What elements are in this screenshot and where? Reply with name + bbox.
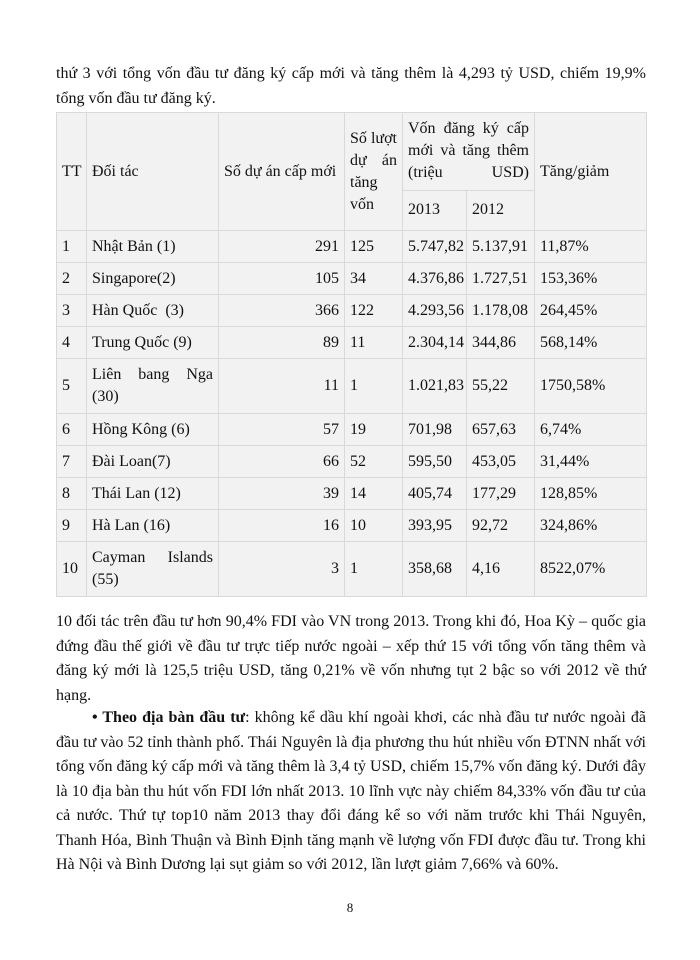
table-row — [57, 510, 647, 542]
header-capital-increase: Số lượt dự án tăng vốn — [345, 113, 403, 231]
cell-increase: 1 — [345, 359, 403, 414]
cell-partner: Hàn Quốc (3) — [87, 295, 219, 327]
cell-new: 66 — [219, 446, 345, 478]
cell-tt: 7 — [57, 446, 87, 478]
cell-change: 153,36% — [535, 263, 647, 295]
cell-tt: 2 — [57, 263, 87, 295]
cell-increase: 19 — [345, 414, 403, 446]
cell-increase: 52 — [345, 446, 403, 478]
table-row — [57, 478, 647, 510]
cell-increase: 11 — [345, 327, 403, 359]
cell-tt: 1 — [57, 231, 87, 263]
geo-heading: • Theo địa bàn đầu tư — [92, 709, 246, 726]
cell-tt: 10 — [57, 542, 87, 597]
cell-change: 568,14% — [535, 327, 647, 359]
cell-2013: 2.304,14 — [403, 327, 467, 359]
cell-new: 11 — [219, 359, 345, 414]
cell-increase: 125 — [345, 231, 403, 263]
cell-new: 39 — [219, 478, 345, 510]
table-row — [57, 327, 647, 359]
after-table-paragraph: 10 đối tác trên đầu tư hơn 90,4% FDI vào VN trong 2013. Trong khi đó, Hoa Kỳ – quốc gia đứng đầu thế giới về đầu tư trực tiếp nước ngoài – xếp thứ 15 với tổng vốn tăng thêm và đăng ký mới là 125,5 triệu USD, tăng 0,21% về vốn nhưng tụt 2 bậc so với 2012 về thứ hạng. — [56, 613, 646, 704]
cell-partner: Singapore(2) — [87, 263, 219, 295]
cell-partner: Hồng Kông (6) — [87, 414, 219, 446]
geo-investment-paragraph — [56, 706, 646, 878]
cell-partner — [87, 359, 219, 414]
cell-tt: 4 — [57, 327, 87, 359]
cell-increase: 1 — [345, 542, 403, 597]
cell-change: 1750,58% — [535, 359, 647, 414]
header-change: Tăng/giảm — [535, 113, 647, 231]
cell-2013: 1.021,83 — [403, 359, 467, 414]
cell-partner-line2: (30) — [92, 388, 119, 405]
header-partner: Đối tác — [87, 113, 219, 231]
cell-change: 264,45% — [535, 295, 647, 327]
cell-new: 57 — [219, 414, 345, 446]
cell-2012: 453,05 — [467, 446, 535, 478]
header-year-2013: 2013 — [403, 190, 467, 230]
cell-change: 128,85% — [535, 478, 647, 510]
cell-2013: 701,98 — [403, 414, 467, 446]
cell-2013: 393,95 — [403, 510, 467, 542]
cell-2012: 1.727,51 — [467, 263, 535, 295]
cell-2012: 55,22 — [467, 359, 535, 414]
cell-2012: 1.178,08 — [467, 295, 535, 327]
cell-partner-line2: (55) — [92, 571, 119, 588]
cell-tt: 5 — [57, 359, 87, 414]
cell-tt: 9 — [57, 510, 87, 542]
cell-change: 11,87% — [535, 231, 647, 263]
cell-increase: 10 — [345, 510, 403, 542]
cell-2013: 595,50 — [403, 446, 467, 478]
cell-partner: Hà Lan (16) — [87, 510, 219, 542]
cell-tt: 3 — [57, 295, 87, 327]
cell-new: 3 — [219, 542, 345, 597]
cell-partner: Nhật Bản (1) — [87, 231, 219, 263]
table-row — [57, 263, 647, 295]
table-row — [57, 414, 647, 446]
table-row — [57, 542, 647, 597]
header-registered-capital: Vốn đăng ký cấp mới và tăng thêm (triệu USD) — [403, 113, 535, 191]
cell-2013: 358,68 — [403, 542, 467, 597]
cell-tt: 6 — [57, 414, 87, 446]
table-row — [57, 359, 647, 414]
geo-body: : không kể dầu khí ngoài khơi, các nhà đầu tư nước ngoài đã đầu tư vào 52 tỉnh thành phố. Thái Nguyên là địa phương thu hút nhiều vốn ĐTNN nhất với tổng vốn đăng ký cấp mới và tăng thêm là 3,4 tỷ USD, chiếm 15,7% vốn đăng ký. Dưới đây là 10 địa bàn thu hút vốn FDI lớn nhất 2013. 10 lĩnh vực này chiếm 84,33% vốn đầu tư của cả nước. Thứ tự top10 năm 2013 thay đổi đáng kể so với năm trước khi Thái Nguyên, Thanh Hóa, Bình Thuận và Bình Định tăng mạnh về lượng vốn FDI được đầu tư. Trong khi Hà Nội và Bình Dương lại sụt giảm so với 2012, lần lượt giảm 7,66% và 60%. — [56, 709, 646, 873]
cell-2013: 4.293,56 — [403, 295, 467, 327]
intro-paragraph: thứ 3 với tổng vốn đầu tư đăng ký cấp mới và tăng thêm là 4,293 tỷ USD, chiếm 19,9% tổng vốn đầu tư đăng ký. — [56, 65, 646, 107]
cell-change: 324,86% — [535, 510, 647, 542]
cell-change: 6,74% — [535, 414, 647, 446]
page-number: 8 — [346, 900, 354, 915]
cell-partner-line1: Liên bang Nga — [92, 366, 213, 383]
cell-increase: 122 — [345, 295, 403, 327]
cell-increase: 14 — [345, 478, 403, 510]
cell-new: 105 — [219, 263, 345, 295]
table-header-row — [57, 113, 647, 191]
cell-new: 366 — [219, 295, 345, 327]
cell-new: 291 — [219, 231, 345, 263]
fdi-partners-table — [56, 112, 647, 597]
cell-2013: 5.747,82 — [403, 231, 467, 263]
cell-partner: Thái Lan (12) — [87, 478, 219, 510]
cell-new: 16 — [219, 510, 345, 542]
cell-increase: 34 — [345, 263, 403, 295]
header-new-projects: Số dự án cấp mới — [219, 113, 345, 231]
cell-tt: 8 — [57, 478, 87, 510]
cell-2012: 657,63 — [467, 414, 535, 446]
cell-2012: 4,16 — [467, 542, 535, 597]
cell-new: 89 — [219, 327, 345, 359]
cell-2012: 92,72 — [467, 510, 535, 542]
cell-partner — [87, 542, 219, 597]
header-year-2012: 2012 — [467, 190, 535, 230]
header-tt: TT — [57, 113, 87, 231]
cell-partner: Đài Loan(7) — [87, 446, 219, 478]
cell-change: 31,44% — [535, 446, 647, 478]
cell-2013: 4.376,86 — [403, 263, 467, 295]
cell-2013: 405,74 — [403, 478, 467, 510]
cell-2012: 5.137,91 — [467, 231, 535, 263]
cell-partner-line1: Cayman Islands — [92, 549, 213, 566]
cell-partner: Trung Quốc (9) — [87, 327, 219, 359]
table-row — [57, 231, 647, 263]
table-row — [57, 295, 647, 327]
cell-2012: 177,29 — [467, 478, 535, 510]
table-row — [57, 446, 647, 478]
cell-change: 8522,07% — [535, 542, 647, 597]
cell-2012: 344,86 — [467, 327, 535, 359]
